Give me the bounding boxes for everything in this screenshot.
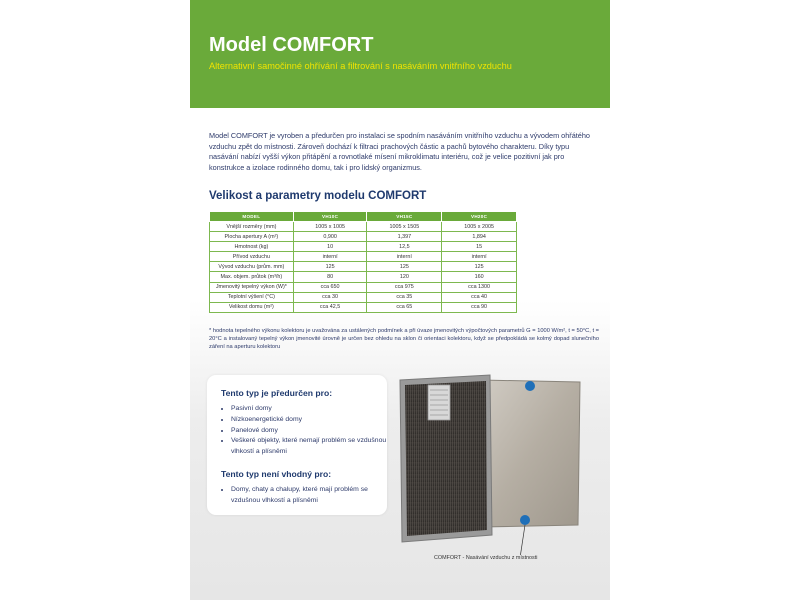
header-banner <box>190 0 610 108</box>
table-cell: 1,397 <box>367 232 442 242</box>
table-cell: cca 975 <box>367 282 442 292</box>
suitable-list <box>221 404 391 458</box>
table-cell: interní <box>367 252 442 262</box>
table-cell: cca 65 <box>367 302 442 312</box>
table-cell: cca 1300 <box>442 282 517 292</box>
brochure-page <box>190 0 610 600</box>
table-cell: cca 42,5 <box>293 302 367 312</box>
table-cell: 15 <box>442 242 517 252</box>
table-cell: 80 <box>293 272 367 282</box>
unsuitable-heading: Tento typ není vhodný pro: <box>221 469 332 479</box>
table-row <box>210 262 517 272</box>
caption-pointer-line <box>520 525 525 555</box>
table-cell: Jmenovitý tepelný výkon (W)* <box>210 282 294 292</box>
collector-product-image <box>390 370 595 555</box>
column-header: MODEL <box>210 212 294 222</box>
table-cell: Velikost domu (m²) <box>210 302 294 312</box>
air-port-top <box>525 381 535 391</box>
table-cell: cca 40 <box>442 292 517 302</box>
table-footnote: * hodnota tepelného výkonu kolektoru je uvažována za ustálených podmínek a při úvaze jmenovitých výpočtových parametrů G = 1000 W/m², t = 50°C, t = 20°C a instalovaný tepelný výkon jmenovité úrovně je určen bez ohledu na sklon či orientaci kolektoru, když se předpokládá se kolmý dopad slunečního záření na aperturu kolektoru <box>209 327 599 351</box>
suitable-heading: Tento typ je předurčen pro: <box>221 388 333 398</box>
table-cell: 125 <box>367 262 442 272</box>
table-cell: 1005 x 1005 <box>293 222 367 232</box>
table-cell: cca 90 <box>442 302 517 312</box>
table-cell: Plocha apertury A (m²) <box>210 232 294 242</box>
table-cell: cca 35 <box>367 292 442 302</box>
column-header: VH15C <box>367 212 442 222</box>
unsuitable-list <box>221 485 391 507</box>
list-item: • Domy, chaty a chalupy, které mají problém se vzdušnou vlhkostí a plísněmi <box>231 485 391 507</box>
table-cell: interní <box>293 252 367 262</box>
table-cell: Vnější rozměry (mm) <box>210 222 294 232</box>
table-row <box>210 222 517 232</box>
table-cell: cca 650 <box>293 282 367 292</box>
table-row <box>210 302 517 312</box>
table-cell: 1005 x 1505 <box>367 222 442 232</box>
list-item: • Pasivní domy <box>231 404 391 415</box>
table-cell: Max. objem. průtok (m³/h) <box>210 272 294 282</box>
table-cell: 125 <box>442 262 517 272</box>
suitability-box <box>207 375 387 515</box>
table-cell: 1005 x 2005 <box>442 222 517 232</box>
table-row <box>210 272 517 282</box>
list-item: • Nízkoenergetické domy <box>231 415 391 426</box>
table-cell: 1,894 <box>442 232 517 242</box>
table-cell: Vývod vzduchu (prům. mm) <box>210 262 294 272</box>
table-cell: Hmotnost (kg) <box>210 242 294 252</box>
table-cell: Přívod vzduchu <box>210 252 294 262</box>
list-item: • Panelové domy <box>231 426 391 437</box>
intro-paragraph: Model COMFORT je vyroben a předurčen pro instalaci se spodním nasáváním vnitřního vzduchu a vývodem ohřátého vzduchu zpět do místnosti. Zároveň dochází k filtraci prachových částic a pachů bytového charakteru. Díky typu nasávání nabízí vyšší výkon přitápění a rovnotlaké mísení mikroklimatu interiéru, což je velice pozitivní jak pro konstrukce a izolace rodinného domu, tak i pro lidský organizmus. <box>209 131 590 173</box>
table-cell: 160 <box>442 272 517 282</box>
air-port-bottom <box>520 515 530 525</box>
params-section-title: Velikost a parametry modelu COMFORT <box>209 190 427 202</box>
table-cell: 0,900 <box>293 232 367 242</box>
table-cell: 120 <box>367 272 442 282</box>
table-row <box>210 292 517 302</box>
table-cell: 10 <box>293 242 367 252</box>
table-cell: Teplotní výšení (°C) <box>210 292 294 302</box>
table-cell: interní <box>442 252 517 262</box>
column-header: VH10C <box>293 212 367 222</box>
table-row <box>210 282 517 292</box>
params-table <box>209 211 517 313</box>
list-item: • Veškeré objekty, které nemají problém se vzdušnou vlhkostí a plísněmi <box>231 436 391 458</box>
collector-back-panel <box>480 380 580 527</box>
page-subtitle: Alternativní samočinné ohřívání a filtrování s nasáváním vnitřního vzduchu <box>209 61 512 71</box>
table-cell: cca 30 <box>293 292 367 302</box>
table-cell: 12,5 <box>367 242 442 252</box>
table-row <box>210 252 517 262</box>
table-row <box>210 242 517 252</box>
product-caption: COMFORT - Nasávání vzduchu z místnosti <box>434 555 538 561</box>
page-title: Model COMFORT <box>209 34 374 56</box>
table-row <box>210 232 517 242</box>
column-header: VH20C <box>442 212 517 222</box>
table-cell: 125 <box>293 262 367 272</box>
params-table-header <box>210 212 517 222</box>
